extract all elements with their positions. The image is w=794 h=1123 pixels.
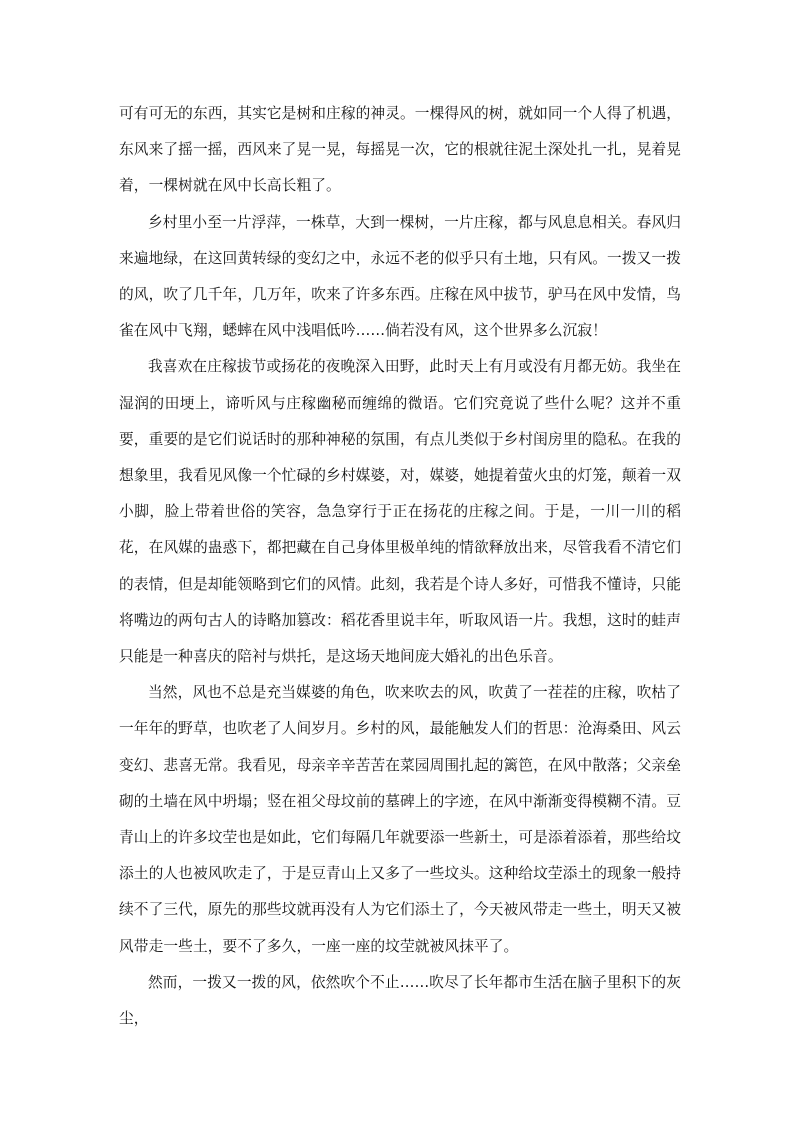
paragraph-3: 我喜欢在庄稼拔节或扬花的夜晚深入田野，此时天上有月或没有月都无妨。我坐在湿润的田埂上，谛听风与庄稼幽秘而缠绵的微语。它们究竟说了些什么呢？这并不重要，重要的是它们说话时的那种神秘的氛围，有点儿类似于乡村闺房里的隐私。在我的想象里，我看见风像一个忙碌的乡村媒婆，对，媒婆，她提着萤火虫的灯笼，颠着一双小脚，脸上带着世俗的笑容，急急穿行于正在扬花的庄稼之间。于是，一川一川的稻花，在风媒的蛊惑下，都把藏在自己身体里极单纯的情欲释放出来，尽管我看不清它们的表情，但是却能领略到它们的风情。此刻，我若是个诗人多好，可惜我不懂诗，只能将嘴边的两句古人的诗略加篡改：稻花香里说丰年，听取风语一片。我想，这时的蛙声只能是一种喜庆的陪衬与烘托，是这场天地间庞大婚礼的出色乐音。 xyxy=(119,358,681,666)
paragraph-4: 当然，风也不总是充当媒婆的角色，吹来吹去的风，吹黄了一茬茬的庄稼，吹枯了一年年的野草，也吹老了人间岁月。乡村的风，最能触发人们的哲思：沧海桑田、风云变幻、悲喜无常。我看见，母亲辛辛苦苦在菜园周围扎起的篱笆，在风中散落；父亲垒砌的土墙在风中坍塌；竖在祖父母坟前的墓碑上的字迹，在风中渐渐变得模糊不清。豆青山上的许多坟茔也是如此，它们每隔几年就要添一些新土，可是添着添着，那些给坟添土的人也被风吹走了，于是豆青山上又多了一些坟头。这种给坟茔添土的现象一般持续不了三代，原先的那些坟就再没有人为它们添土了，今天被风带走一些土，明天又被风带走一些土，要不了多久，一座一座的坟茔就被风抹平了。 xyxy=(119,684,681,955)
paragraph-2: 乡村里小至一片浮萍，一株草，大到一棵树，一片庄稼，都与风息息相关。春风归来遍地绿，在这回黄转绿的变幻之中，永远不老的似乎只有土地，只有风。一拨又一拨的风，吹了几千年，几万年，吹来了许多东西。庄稼在风中拔节，驴马在风中发情，鸟雀在风中飞翔，蟋蟀在风中浅唱低吟……倘若没有风，这个世界多么沉寂！ xyxy=(119,213,681,340)
paragraph-1: 可有可无的东西，其实它是树和庄稼的神灵。一棵得风的树，就如同一个人得了机遇，东风来了摇一摇，西风来了晃一晃，每摇晃一次，它的根就往泥土深处扎一扎，晃着晃着，一棵树就在风中长高长粗了。 xyxy=(119,105,681,195)
essay-text-block xyxy=(119,96,681,1037)
paragraph-5: 然而，一拨又一拨的风，依然吹个不止……吹尽了长年都市生活在脑子里积下的灰尘， xyxy=(119,973,681,1028)
